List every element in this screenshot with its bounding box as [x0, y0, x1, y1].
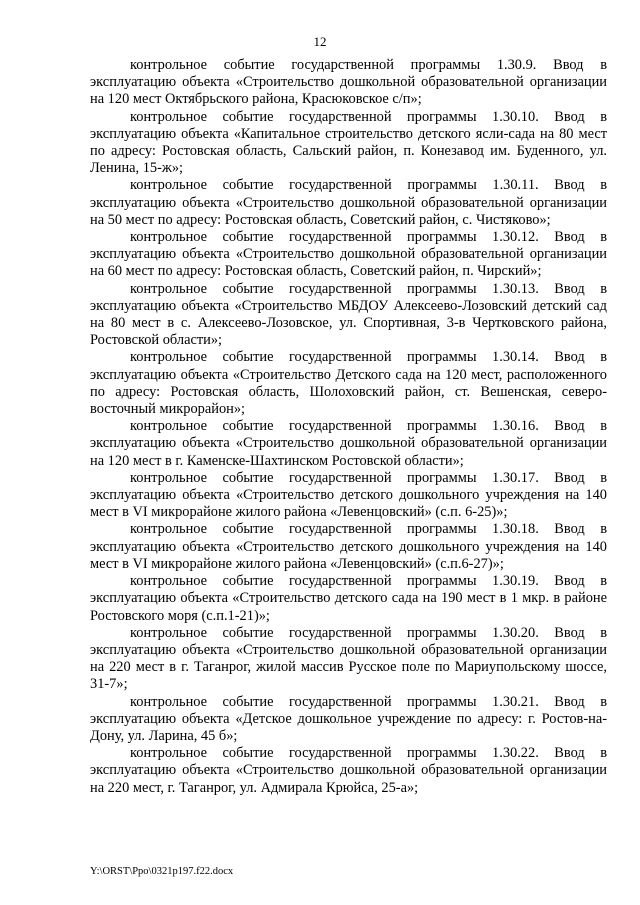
paragraph-1.30.18: контрольное событие государственной программы 1.30.18. Ввод в эксплуатацию объекта «Строительство детского дошкольного учреждения на 140 мест в VI микрорайоне жилого района «Левенцовский» (с.п.6-27)»; — [90, 521, 607, 572]
paragraph-1.30.9: контрольное событие государственной программы 1.30.9. Ввод в эксплуатацию объекта «Строительство дошкольной образовательной организации на 120 мест Октябрьского района, Красюковское с/п»; — [90, 57, 607, 108]
document-body — [90, 57, 607, 797]
paragraph-1.30.13: контрольное событие государственной программы 1.30.13. Ввод в эксплуатацию объекта «Строительство МБДОУ Алексеево-Лозовский детский сад на 80 мест в с. Алексеево-Лозовское, ул. Спортивная, 3-в Чертковского района, Ростовской области»; — [90, 280, 607, 349]
paragraph-1.30.20: контрольное событие государственной программы 1.30.20. Ввод в эксплуатацию объекта «Строительство дошкольной образовательной организации на 220 мест в г. Таганрог, жилой массив Русское поле по Мариупольскому шоссе, 31-7»; — [90, 624, 607, 693]
paragraph-1.30.16: контрольное событие государственной программы 1.30.16. Ввод в эксплуатацию объекта «Строительство дошкольной образовательной организации на 120 мест в г. Каменске-Шахтинском Ростовской области»; — [90, 418, 607, 469]
paragraph-1.30.12: контрольное событие государственной программы 1.30.12. Ввод в эксплуатацию объекта «Строительство дошкольной образовательной организации на 60 мест по адресу: Ростовская область, Советский район, п. Чирский»; — [90, 229, 607, 280]
paragraph-1.30.19: контрольное событие государственной программы 1.30.19. Ввод в эксплуатацию объекта «Строительство детского сада на 190 мест в 1 мкр. в районе Ростовского моря (с.п.1-21)»; — [90, 573, 607, 624]
paragraph-1.30.10: контрольное событие государственной программы 1.30.10. Ввод в эксплуатацию объекта «Капитальное строительство детского ясли-сада на 80 мест по адресу: Ростовская область, Сальский район, п. Конезавод им. Буденного, ул. Ленина, 15-ж»; — [90, 108, 607, 177]
page-number: 12 — [313, 34, 327, 49]
paragraph-1.30.22: контрольное событие государственной программы 1.30.22. Ввод в эксплуатацию объекта «Строительство дошкольной образовательной организации на 220 мест, г. Таганрог, ул. Адмирала Крюйса, 25-а»; — [90, 745, 607, 796]
paragraph-1.30.11: контрольное событие государственной программы 1.30.11. Ввод в эксплуатацию объекта «Строительство дошкольной образовательной организации на 50 мест по адресу: Ростовская область, Советский район, с. Чистяково»; — [90, 177, 607, 228]
paragraph-1.30.14: контрольное событие государственной программы 1.30.14. Ввод в эксплуатацию объекта «Строительство Детского сада на 120 мест, расположенного по адресу: Ростовская область, Шолоховский район, ст. Вешенская, северо-восточный микрорайон»; — [90, 349, 607, 418]
footer-file-path: Y:\ORST\Ppo\0321p197.f22.docx — [90, 866, 234, 877]
paragraph-1.30.21: контрольное событие государственной программы 1.30.21. Ввод в эксплуатацию объекта «Детское дошкольное учреждение по адресу: г. Ростов-на-Дону, ул. Ларина, 45 б»; — [90, 693, 607, 744]
paragraph-1.30.17: контрольное событие государственной программы 1.30.17. Ввод в эксплуатацию объекта «Строительство детского дошкольного учреждения на 140 мест в VI микрорайоне жилого района «Левенцовский» (с.п. 6-25)»; — [90, 469, 607, 521]
